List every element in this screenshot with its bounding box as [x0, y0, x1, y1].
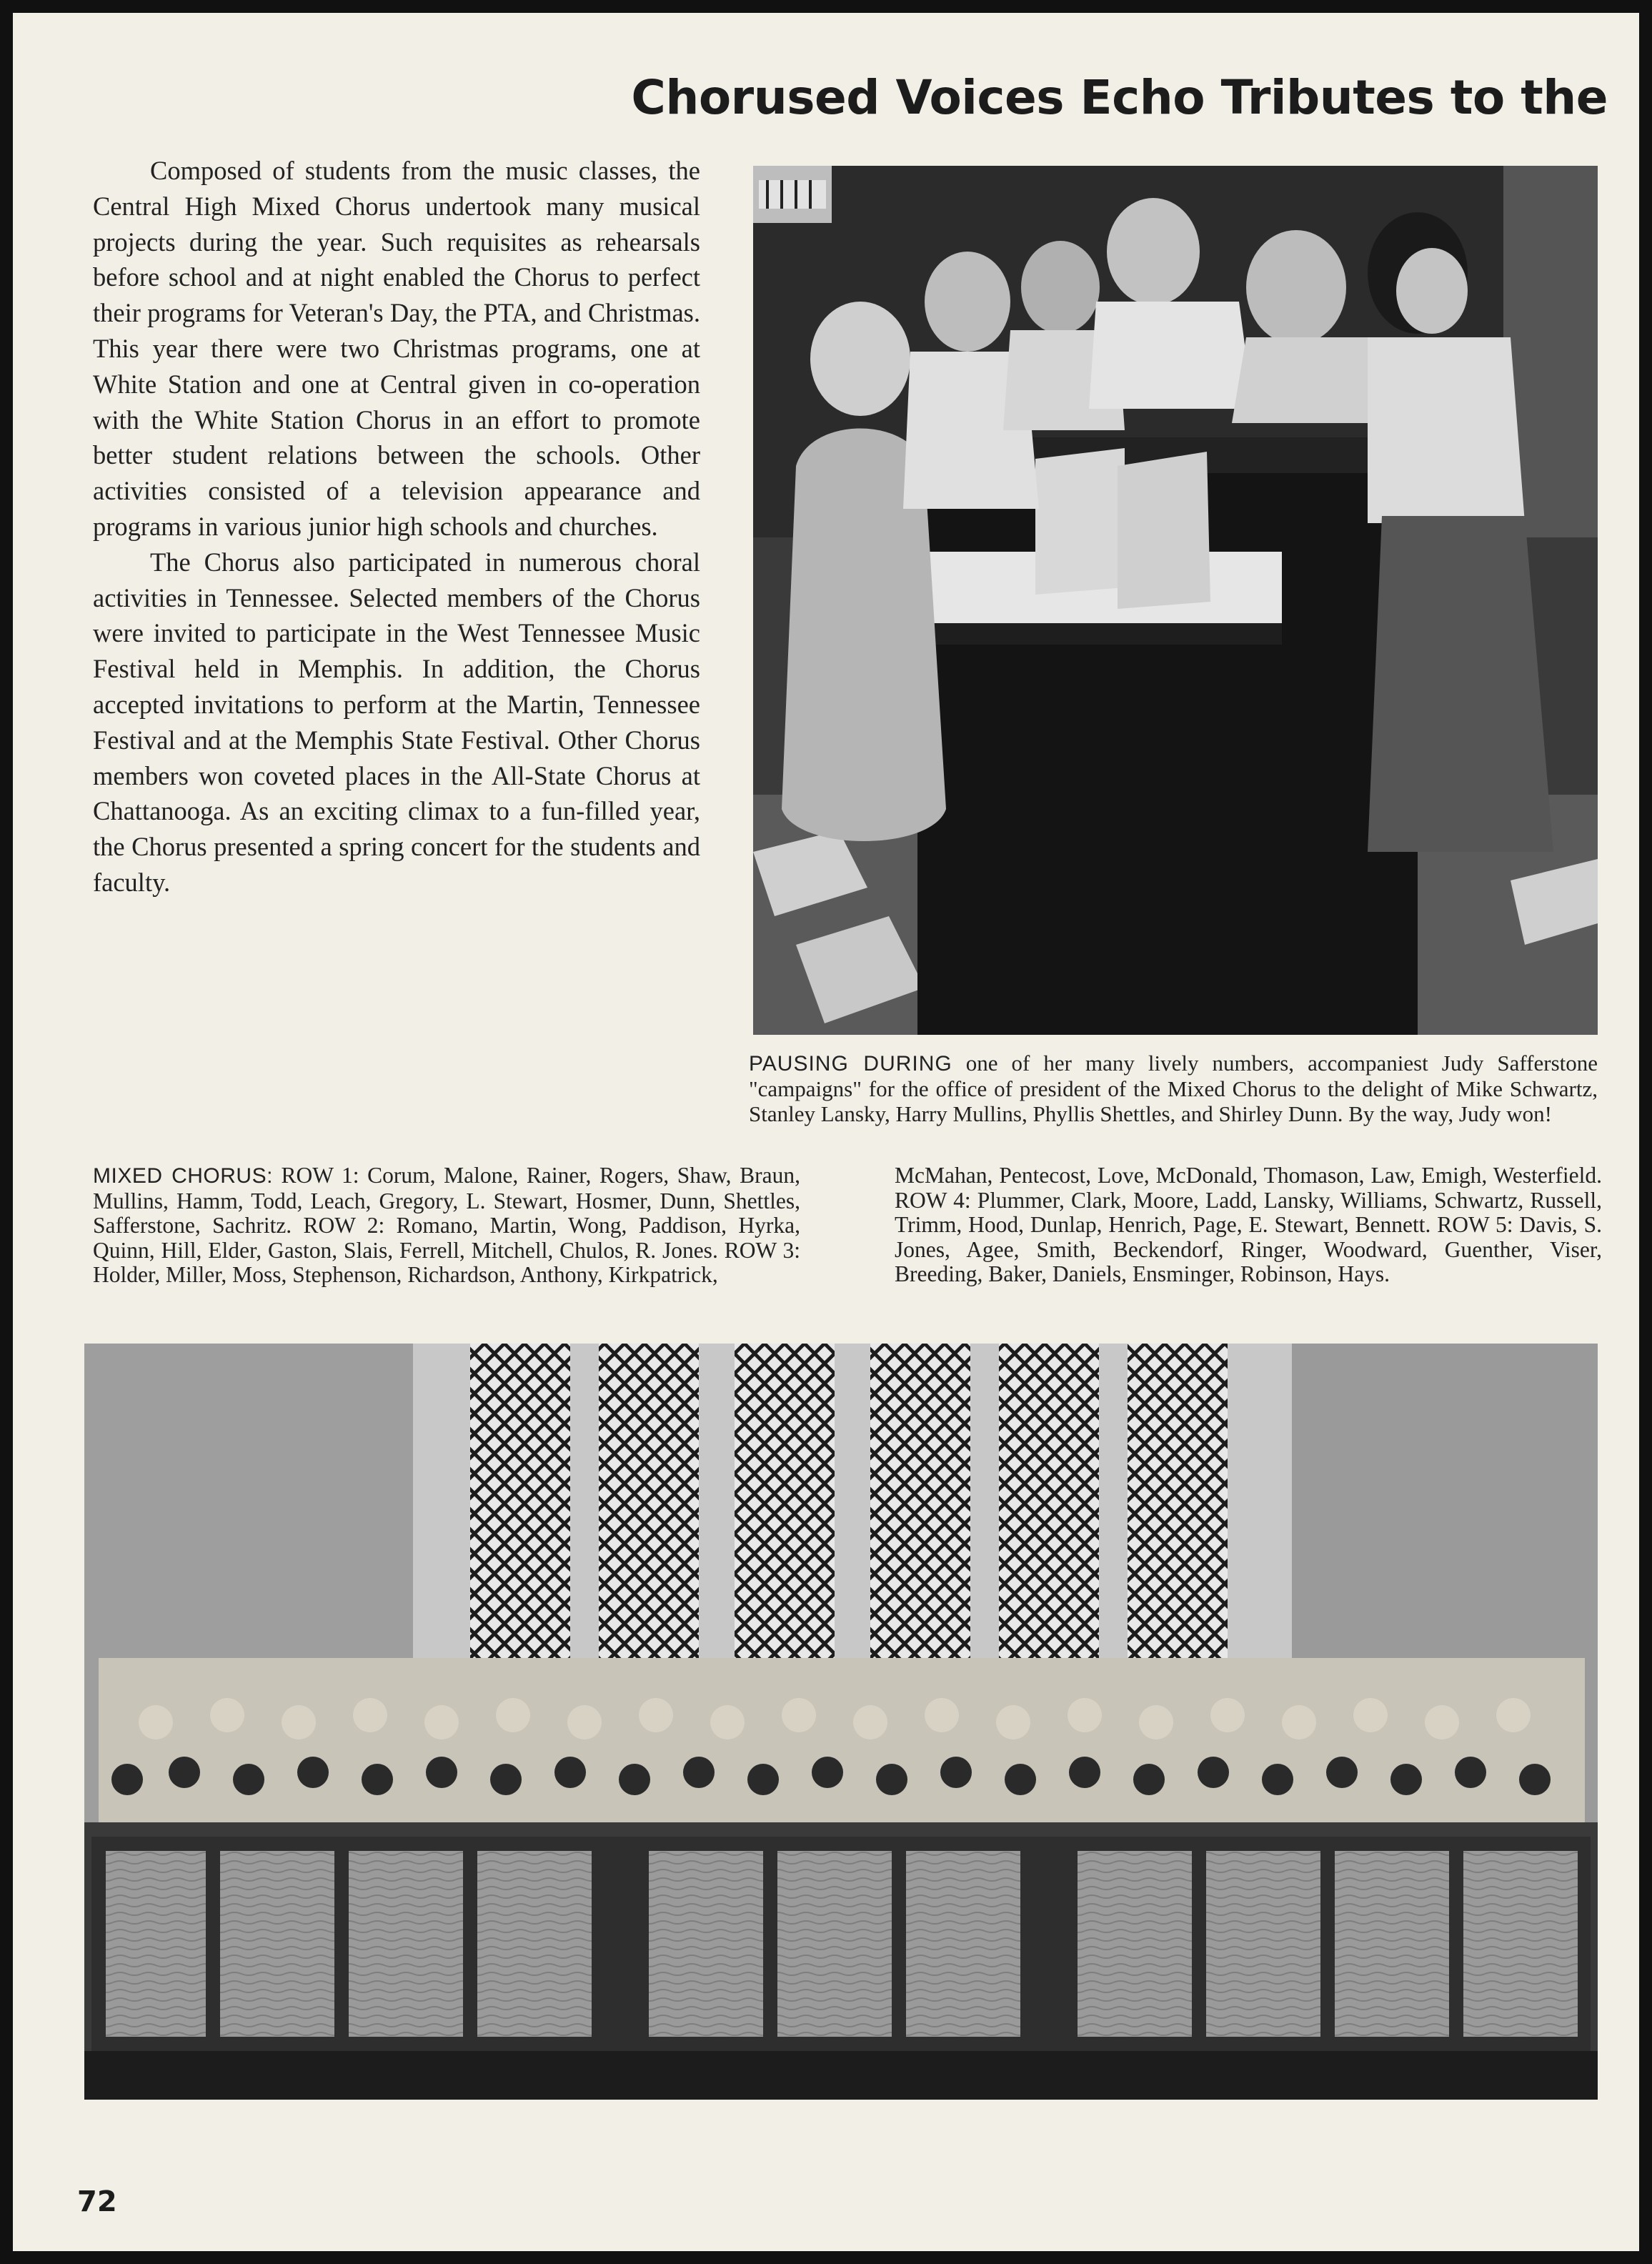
page-number: 72: [77, 2185, 117, 2218]
roster-lead: MIXED CHORUS:: [93, 1164, 273, 1188]
article-body: [93, 153, 700, 900]
page-title: Chorused Voices Echo Tributes to the: [631, 70, 1608, 125]
piano-photo: [753, 166, 1598, 1035]
roster-text-right: McMahan, Pentecost, Love, McDonald, Thomason, Law, Emigh, Westerfield. ROW 4: Plummer, Clark, Moore, Ladd, Lansky, Williams, Schwartz, Russell, Trimm, Hood, Dunlap, Henrich, Page, E. Stewart, Bennett. ROW 5: Davis, S. Jones, Agee, Smith, Beckendorf, Ringer, Woodward, Guenther, Viser, Breeding, Baker, Daniels, Ensminger, Robinson, Hays.: [895, 1163, 1602, 1286]
caption-lead: PAUSING DURING: [749, 1052, 952, 1076]
roster-column-left: [93, 1163, 800, 1288]
photo-caption: [749, 1051, 1598, 1126]
roster-column-right: [895, 1163, 1602, 1287]
chorus-group-photo: [84, 1344, 1598, 2100]
article-paragraph: The Chorus also participated in numerous choral activities in Tennessee. Selected members of the Chorus were invited to participate in the West Tennessee Music Festival held in Memphis. In addition, the Chorus accepted invitations to perform at the Martin, Tennessee Festival and at the Memphis State Festival. Other Chorus members won coveted places in the All-State Chorus at Chattanooga. As an exciting climax to a fun-filled year, the Chorus presented a spring concert for the students and faculty.: [93, 547, 700, 897]
yearbook-page: [13, 13, 1639, 2251]
chorus-group-photo-image: [84, 1344, 1598, 2100]
roster-text-left: ROW 1: Corum, Malone, Rainer, Rogers, Shaw, Braun, Mullins, Hamm, Todd, Leach, Gregory, L. Stewart, Hosmer, Dunn, Shettles, Safferstone, Sachritz. ROW 2: Romano, Martin, Wong, Paddison, Hyrka, Quinn, Hill, Elder, Gaston, Slais, Ferrell, Mitchell, Chulos, R. Jones. ROW 3: Holder, Miller, Moss, Stephenson, Richardson, Anthony, Kirkpatrick,: [93, 1163, 801, 1287]
caption-text: one of her many lively numbers, accompaniest Judy Safferstone "campaigns" for the office of president of the Mixed Chorus to the delight of Mike Schwartz, Stanley Lansky, Harry Mullins, Phyllis Shettles, and Shirley Dunn. By the way, Judy won!: [749, 1051, 1598, 1126]
piano-photo-image: [753, 166, 1598, 1035]
article-paragraph: Composed of students from the music classes, the Central High Mixed Chorus undertook many musical projects during the year. Such requisites as rehearsals before school and at night enabled the Chorus to perfect their programs for Veteran's Day, the PTA, and Christmas. This year there were two Christmas programs, one at White Station and one at Central given in co-operation with the White Station Chorus in an effort to promote better student relations between the schools. Other activities consisted of a television appearance and programs in various junior high schools and churches.: [93, 156, 700, 541]
